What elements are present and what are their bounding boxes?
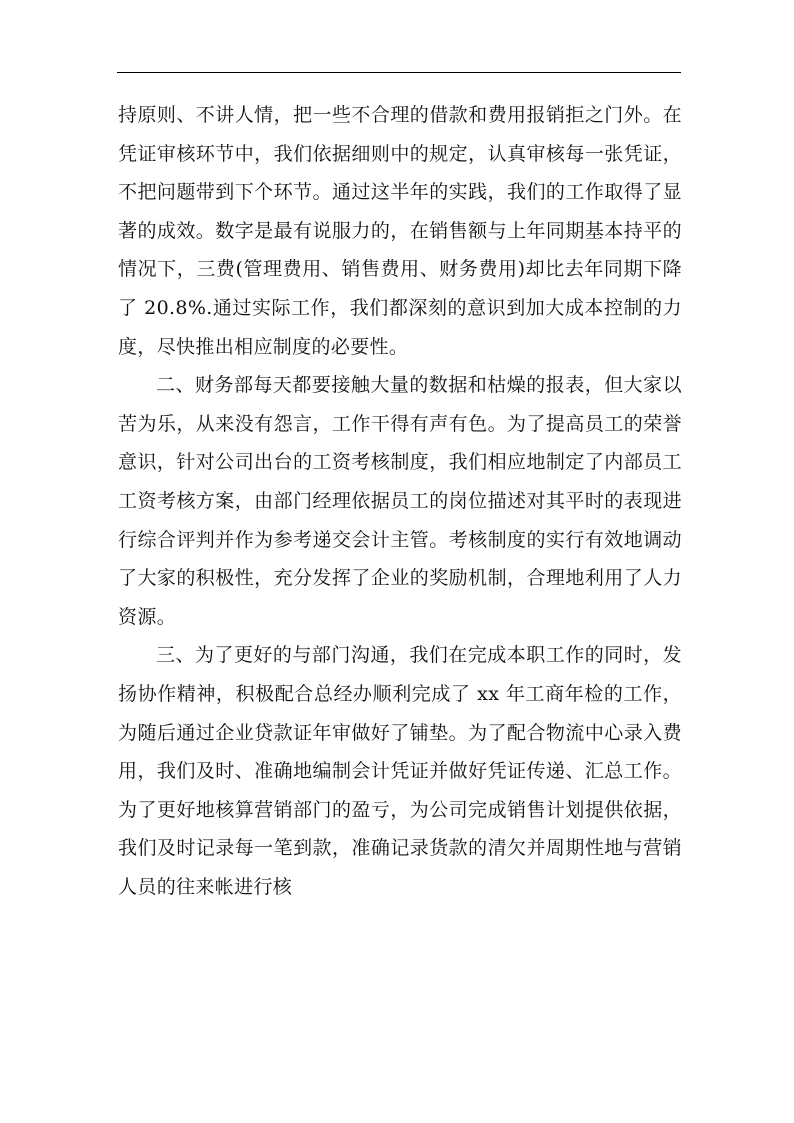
document-body bbox=[118, 96, 682, 906]
paragraph-section-two: 二、财务部每天都要接触大量的数据和枯燥的报表，但大家以苦为乐，从来没有怨言，工作干得有声有色。为了提高员工的荣誉意识，针对公司出台的工资考核制度，我们相应地制定了内部员工工资考核方案，由部门经理依据员工的岗位描述对其平时的表现进行综合评判并作为参考递交会计主管。考核制度的实行有效地调动了大家的积极性，充分发挥了企业的奖励机制，合理地利用了人力资源。 bbox=[118, 374, 682, 628]
paragraph-continuation: 持原则、不讲人情，把一些不合理的借款和费用报销拒之门外。在凭证审核环节中，我们依据细则中的规定，认真审核每一张凭证，不把问题带到下个环节。通过这半年的实践，我们的工作取得了显著的成效。数字是最有说服力的，在销售额与上年同期基本持平的情况下，三费(管理费用、销售费用、财务费用)却比去年同期下降了 20.8%.通过实际工作，我们都深刻的意识到加大成本控制的力度，尽快推出相应制度的必要性。 bbox=[118, 104, 682, 358]
header-rule bbox=[117, 72, 681, 73]
paragraph-section-three: 三、为了更好的与部门沟通，我们在完成本职工作的同时，发扬协作精神，积极配合总经办顺利完成了 xx 年工商年检的工作，为随后通过企业贷款证年审做好了铺垫。为了配合物流中心录入费用，我们及时、准确地编制会计凭证并做好凭证传递、汇总工作。为了更好地核算营销部门的盈亏，为公司完成销售计划提供依据，我们及时记录每一笔到款，准确记录货款的清欠并周期性地与营销人员的往来帐进行核 bbox=[118, 644, 682, 898]
